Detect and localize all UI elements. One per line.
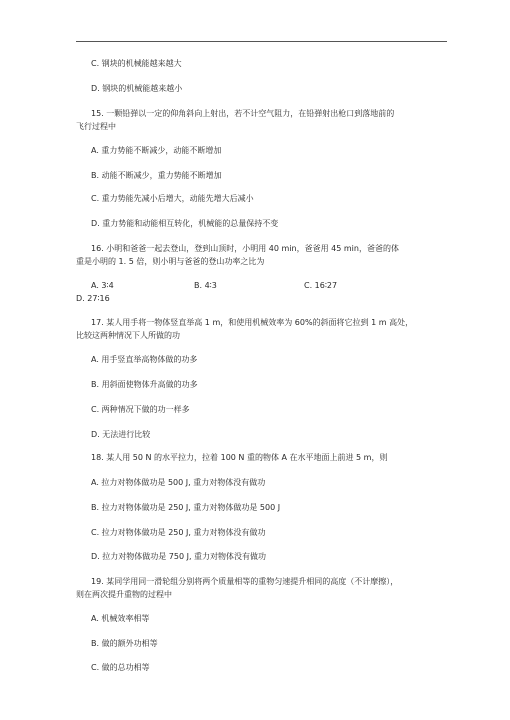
option-line: C. 钢块的机械能越来越大 — [91, 59, 182, 68]
option-line: D. 拉力对物体做功是 750 J, 重力对物体没有做功 — [91, 552, 267, 561]
option-line: D. 钢块的机械能越来越小 — [91, 84, 183, 93]
question-line: 比较这两种情况下人所做的功 — [76, 331, 180, 340]
question-line: 16. 小明和爸爸一起去登山，登到山顶时，小明用 40 min，爸爸用 45 min，爸爸的体 — [91, 244, 399, 253]
option-line: D. 无法进行比较 — [91, 430, 151, 439]
option-line: D. 重力势能和动能相互转化，机械能的总量保持不变 — [91, 219, 279, 228]
option-line: A. 机械效率相等 — [91, 614, 150, 623]
option-line: B. 拉力对物体做功是 250 J, 重力对物体做功是 500 J — [91, 503, 281, 512]
option-line: C. 两种情况下做的功一样多 — [91, 405, 190, 414]
question-line: 飞行过程中 — [76, 122, 116, 131]
option-line: A. 重力势能不断减少，动能不断增加 — [91, 146, 222, 155]
option-line: B. 4∶3 — [194, 281, 217, 290]
option-line: B. 用斜面使物体升高做的功多 — [91, 380, 198, 389]
option-line: B. 做的额外功相等 — [91, 639, 158, 648]
question-line: 则在两次提升重物的过程中 — [76, 590, 172, 599]
question-line: 重是小明的 1. 5 倍，则小明与爸爸的登山功率之比为 — [76, 257, 265, 266]
option-line: A. 拉力对物体做功是 500 J, 重力对物体没有做功 — [91, 478, 266, 487]
option-line: B. 动能不断减少，重力势能不断增加 — [91, 171, 222, 180]
question-line: 15. 一颗铅弹以一定的仰角斜向上射出，若不计空气阻力，在铅弹射出枪口到落地前的 — [91, 109, 395, 118]
option-line: C. 16∶27 — [304, 281, 338, 290]
option-line: C. 做的总功相等 — [91, 663, 150, 672]
option-line: A. 3∶4 — [91, 281, 114, 290]
option-line: C. 拉力对物体做功是 250 J, 重力对物体没有做功 — [91, 528, 266, 537]
question-line: 19. 某同学用同一滑轮组分别将两个质量相等的重物匀速提升相同的高度（不计摩擦）， — [91, 577, 399, 586]
question-line: 18. 某人用 50 N 的水平拉力，拉着 100 N 重的物体 A 在水平地面上前进 5 m，则 — [91, 453, 388, 462]
option-line: C. 重力势能先减小后增大，动能先增大后减小 — [91, 194, 254, 203]
option-line: A. 用手竖直举高物体做的功多 — [91, 355, 198, 364]
option-line: D. 27∶16 — [76, 294, 110, 303]
question-line: 17. 某人用手将一物体竖直举高 1 m，和使用机械效率为 60%的斜面将它拉到 1 m 高处， — [91, 318, 414, 327]
header-rule — [76, 41, 447, 42]
